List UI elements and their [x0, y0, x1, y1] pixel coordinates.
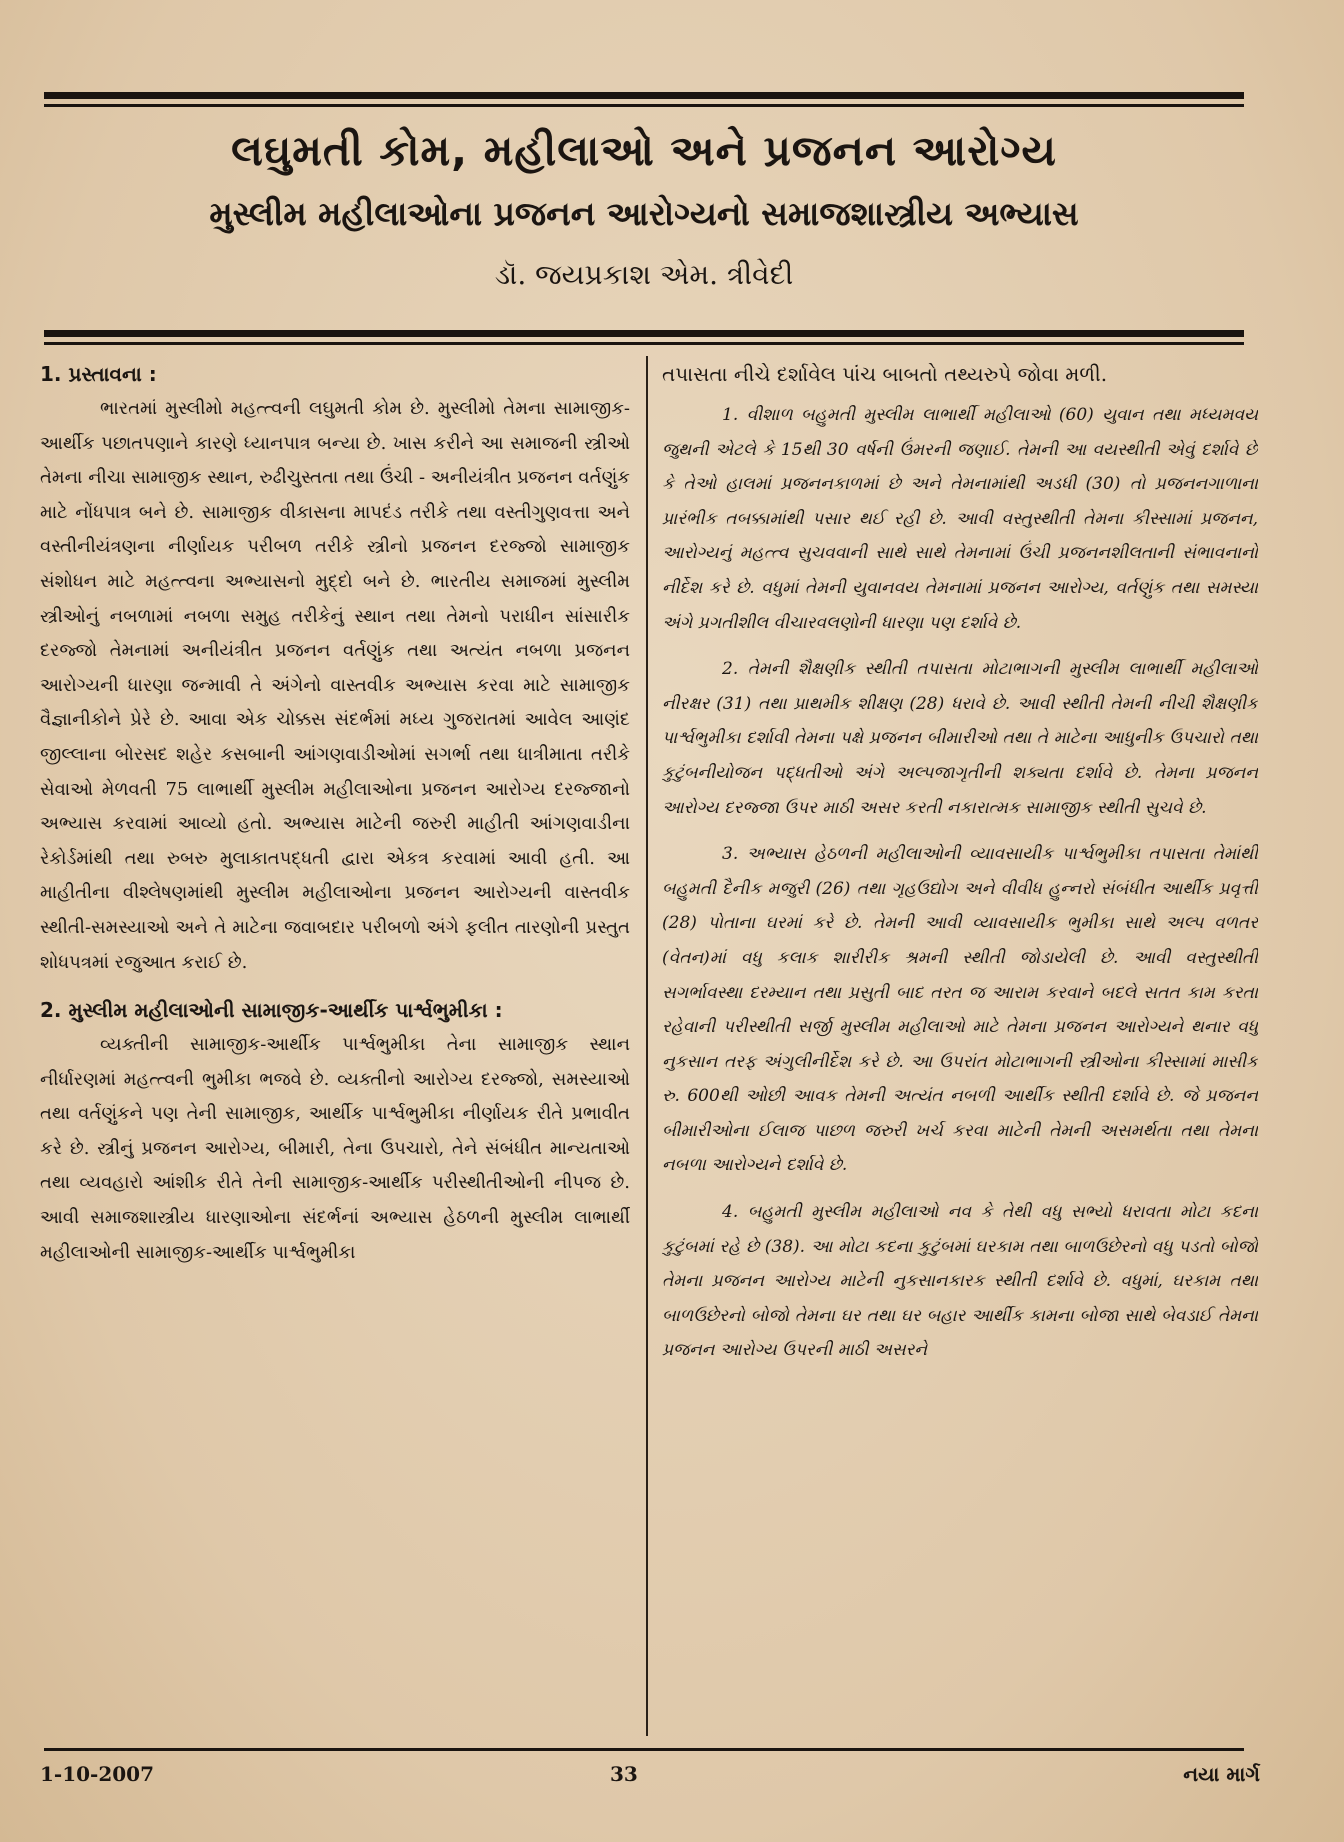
footer-page-number: 33 — [610, 1762, 638, 1786]
footer-date: 1-10-2007 — [40, 1762, 155, 1786]
footer-rule — [44, 1748, 1244, 1751]
top-rule-thick — [44, 92, 1244, 99]
section-heading-introduction: 1. પ્રસ્તાવના : — [40, 362, 157, 386]
right-column — [662, 356, 1258, 1736]
page-footer — [40, 1762, 1260, 1796]
footer-journal-name: નયા માર્ગ — [1183, 1762, 1260, 1786]
column-divider — [646, 356, 648, 1736]
article-author: ડૉ. જયપ્રકાશ એમ. ત્રીવેદી — [494, 258, 794, 291]
paragraph-socioeconomic: વ્યક્તીની સામાજીક-આર્થીક પાર્શ્વભુમીકા તેના સામાજીક સ્થાન નીર્ધારણમાં મહત્ત્વની ભુમીકા ભજવે છે. વ્યક્તીનો આરોગ્ય દરજ્જો, સમસ્યાઓ તથા વર્તણુંકને પણ તેની સામાજીક, આર્થીક પાર્શ્વભુમીકા નીર્ણાયક રીતે પ્રભાવીત કરે છે. સ્ત્રીનું પ્રજનન આરોગ્ય, બીમારી, તેના ઉપચારો, તેને સંબંધીત માન્યતાઓ તથા વ્યવહારો આંશીક રીતે તેની સામાજીક-આર્થીક પરીસ્થીતીઓની નીપજ છે. આવી સમાજશાસ્ત્રીય ધારણાઓના સંદર્ભનાં અભ્યાસ હેઠળની મુસ્લીમ લાભાર્થી મહીલાઓની સામાજીક-આર્થીક પાર્શ્વભુમીકા — [40, 1034, 630, 1263]
finding-3: 3. અભ્યાસ હેઠળની મહીલાઓની વ્યાવસાયીક પાર્શ્વભુમીકા તપાસતા તેમાંથી બહુમતી દૈનીક મજુરી (26) તથા ગૃહઉદ્યોગ અને વીવીધ હુન્નરો સંબંધીત આર્થીક પ્રવૃત્તી (28) પોતાના ઘરમાં કરે છે. તેમની આવી વ્યાવસાયીક ભુમીકા સાથે અલ્પ વળતર (વેતન)માં વધુ કલાક શારીરીક શ્રમની સ્થીતી જોડાયેલી છે. આવી વસ્તુસ્થીતી સગર્ભાવસ્થા દરમ્યાન તથા પ્રસુતી બાદ તરત જ આરામ કરવાને બદલે સતત કામ કરતા રહેવાની પરીસ્થીતી સર્જી મુસ્લીમ મહીલાઓ માટે તેમના પ્રજનન આરોગ્યને થનાર વધુ નુકસાન તરફ અંગુલીનીર્દેશ કરે છે. આ ઉપરાંત મોટાભાગની સ્ત્રીઓના કીસ્સામાં માસીક રુ. 600થી ઓછી આવક તેમની અત્યંત નબળી આર્થીક સ્થીતી દર્શાવે છે. જે પ્રજનન બીમારીઓના ઈલાજ પાછળ જરુરી ખર્ચ કરવા માટેની તેમની અસમર્થતા તથા તેમના નબળા આરોગ્યને દર્શાવે છે. — [662, 844, 1258, 1176]
section-heading-socioeconomic: 2. મુસ્લીમ મહીલાઓની સામાજીક-આર્થીક પાર્શ્વભુમીકા : — [40, 998, 503, 1023]
left-column — [40, 356, 630, 1736]
findings-lead: તપાસતા નીચે દર્શાવેલ પાંચ બાબતો તથ્યરુપે જોવા મળી. — [662, 362, 1108, 386]
finding-1: 1. વીશાળ બહુમતી મુસ્લીમ લાભાર્થી મહીલાઓ (60) યુવાન તથા મધ્યમવય જુથની એટલે કે 15થી 30 વર્ષની ઉંમરની જણાઈ. તેમની આ વયસ્થીતી એવું દર્શાવે છે કે તેઓ હાલમાં પ્રજનનકાળમાં છે અને તેમનામાંથી અડધી (30) તો પ્રજનનગાળાના પ્રારંભીક તબક્કામાંથી પસાર થઈ રહી છે. આવી વસ્તુસ્થીતી તેમના કીસ્સામાં પ્રજનન, આરોગ્યનું મહત્ત્વ સુચવવાની સાથે સાથે તેમનામાં ઉંચી પ્રજનનશીલતાની સંભાવનાનો નીર્દેશ કરે છે. વધુમાં તેમની યુવાનવય તેમનામાં પ્રજનન આરોગ્ય, વર્તણુંક તથા સમસ્યા અંગે પ્રગતીશીલ વીચારવલણોની ધારણા પણ દર્શાવે છે. — [662, 405, 1258, 633]
article-header — [44, 118, 1244, 306]
header-rule-thick — [44, 330, 1244, 337]
article-subtitle: મુસ્લીમ મહીલાઓના પ્રજનન આરોગ્યનો સમાજશાસ્ત્રીય અભ્યાસ — [209, 194, 1079, 233]
paragraph-introduction: ભારતમાં મુસ્લીમો મહત્ત્વની લઘુમતી કોમ છે. મુસ્લીમો તેમના સામાજીક-આર્થીક પછાતપણાને કારણે ધ્યાનપાત્ર બન્યા છે. ખાસ કરીને આ સમાજની સ્ત્રીઓ તેમના નીચા સામાજીક સ્થાન, રુઢીચુસ્તતા તથા ઉંચી - અનીયંત્રીત પ્રજનન વર્તણુંક માટે નોંધપાત્ર બને છે. સામાજીક વીકાસના માપદંડ તરીકે તથા વસ્તીગુણવત્તા અને વસ્તીનીયંત્રણના નીર્ણાયક પરીબળ તરીકે સ્ત્રીનો પ્રજનન દરજ્જો સામાજીક સંશોધન માટે મહત્ત્વના અભ્યાસનો મુદ્દો બને છે. ભારતીય સમાજમાં મુસ્લીમ સ્ત્રીઓનું નબળામાં નબળા સમુહ તરીકેનું સ્થાન તથા તેમનો પરાધીન સાંસારીક દરજ્જો તેમનામાં અનીયંત્રીત પ્રજનન વર્તણુંક તથા અત્યંત નબળા પ્રજનન આરોગ્યની ધારણા જન્માવી તે અંગેનો વાસ્તવીક અભ્યાસ કરવા માટે સામાજીક વૈજ્ઞાનીકોને પ્રેરે છે. આવા એક ચોક્કસ સંદર્ભમાં મધ્ય ગુજરાતમાં આવેલ આણંદ જીલ્લાના બોરસદ શહેર કસબાની આંગણવાડીઓમાં સગર્ભા તથા ધાત્રીમાતા તરીકે સેવાઓ મેળવતી 75 લાભાર્થી મુસ્લીમ મહીલાઓના પ્રજનન આરોગ્ય દરજ્જાનો અભ્યાસ કરવામાં આવ્યો હતો. અભ્યાસ માટેની જરુરી માહીતી આંગણવાડીના રેકોર્ડમાંથી તથા રુબરુ મુલાકાતપદ્ધતી દ્વારા એકત્ર કરવામાં આવી હતી. આ માહીતીના વીશ્લેષણમાંથી મુસ્લીમ મહીલાઓના પ્રજનન આરોગ્યની વાસ્તવીક સ્થીતી-સમસ્યાઓ અને તે માટેના જવાબદાર પરીબળો અંગે ફલીત તારણોની પ્રસ્તુત શોધપત્રમાં રજુઆત કરાઈ છે. — [40, 398, 630, 973]
article-title: લઘુમતી કોમ, મહીલાઓ અને પ્રજનન આરોગ્ય — [231, 126, 1057, 175]
finding-2: 2. તેમની શૈક્ષણીક સ્થીતી તપાસતા મોટાભાગની મુસ્લીમ લાભાર્થી મહીલાઓ નીરક્ષર (31) તથા પ્રાથમીક શીક્ષણ (28) ધરાવે છે. આવી સ્થીતી તેમની નીચી શૈક્ષણીક પાર્શ્વભુમીકા દર્શાવી તેમના પક્ષે પ્રજનન બીમારીઓ તથા તે માટેના આધુનીક ઉપચારો તથા કુટુંબનીયોજન પદ્ધતીઓ અંગે અલ્પજાગૃતીની શક્યતા દર્શાવે છે. તેમના પ્રજનન આરોગ્ય દરજ્જા ઉપર માઠી અસર કરતી નકારાત્મક સામાજીક સ્થીતી સુચવે છે. — [662, 659, 1258, 818]
finding-4: 4. બહુમતી મુસ્લીમ મહીલાઓ નવ કે તેથી વધુ સભ્યો ધરાવતા મોટા કદના કુટુંબમાં રહે છે (38). આ મોટા કદના કુટુંબમાં ઘરકામ તથા બાળઉછેરનો વધુ પડતો બોજો તેમના પ્રજનન આરોગ્ય માટેની નુકસાનકારક સ્થીતી દર્શાવે છે. વધુમાં, ઘરકામ તથા બાળઉછેરનો બોજો તેમના ઘર તથા ઘર બહાર આર્થીક કામના બોજા સાથે બેવડાઈ તેમના પ્રજનન આરોગ્ય ઉપરની માઠી અસરને — [662, 1202, 1258, 1361]
header-rule-thin — [44, 342, 1244, 345]
top-rule-thin — [44, 104, 1244, 107]
